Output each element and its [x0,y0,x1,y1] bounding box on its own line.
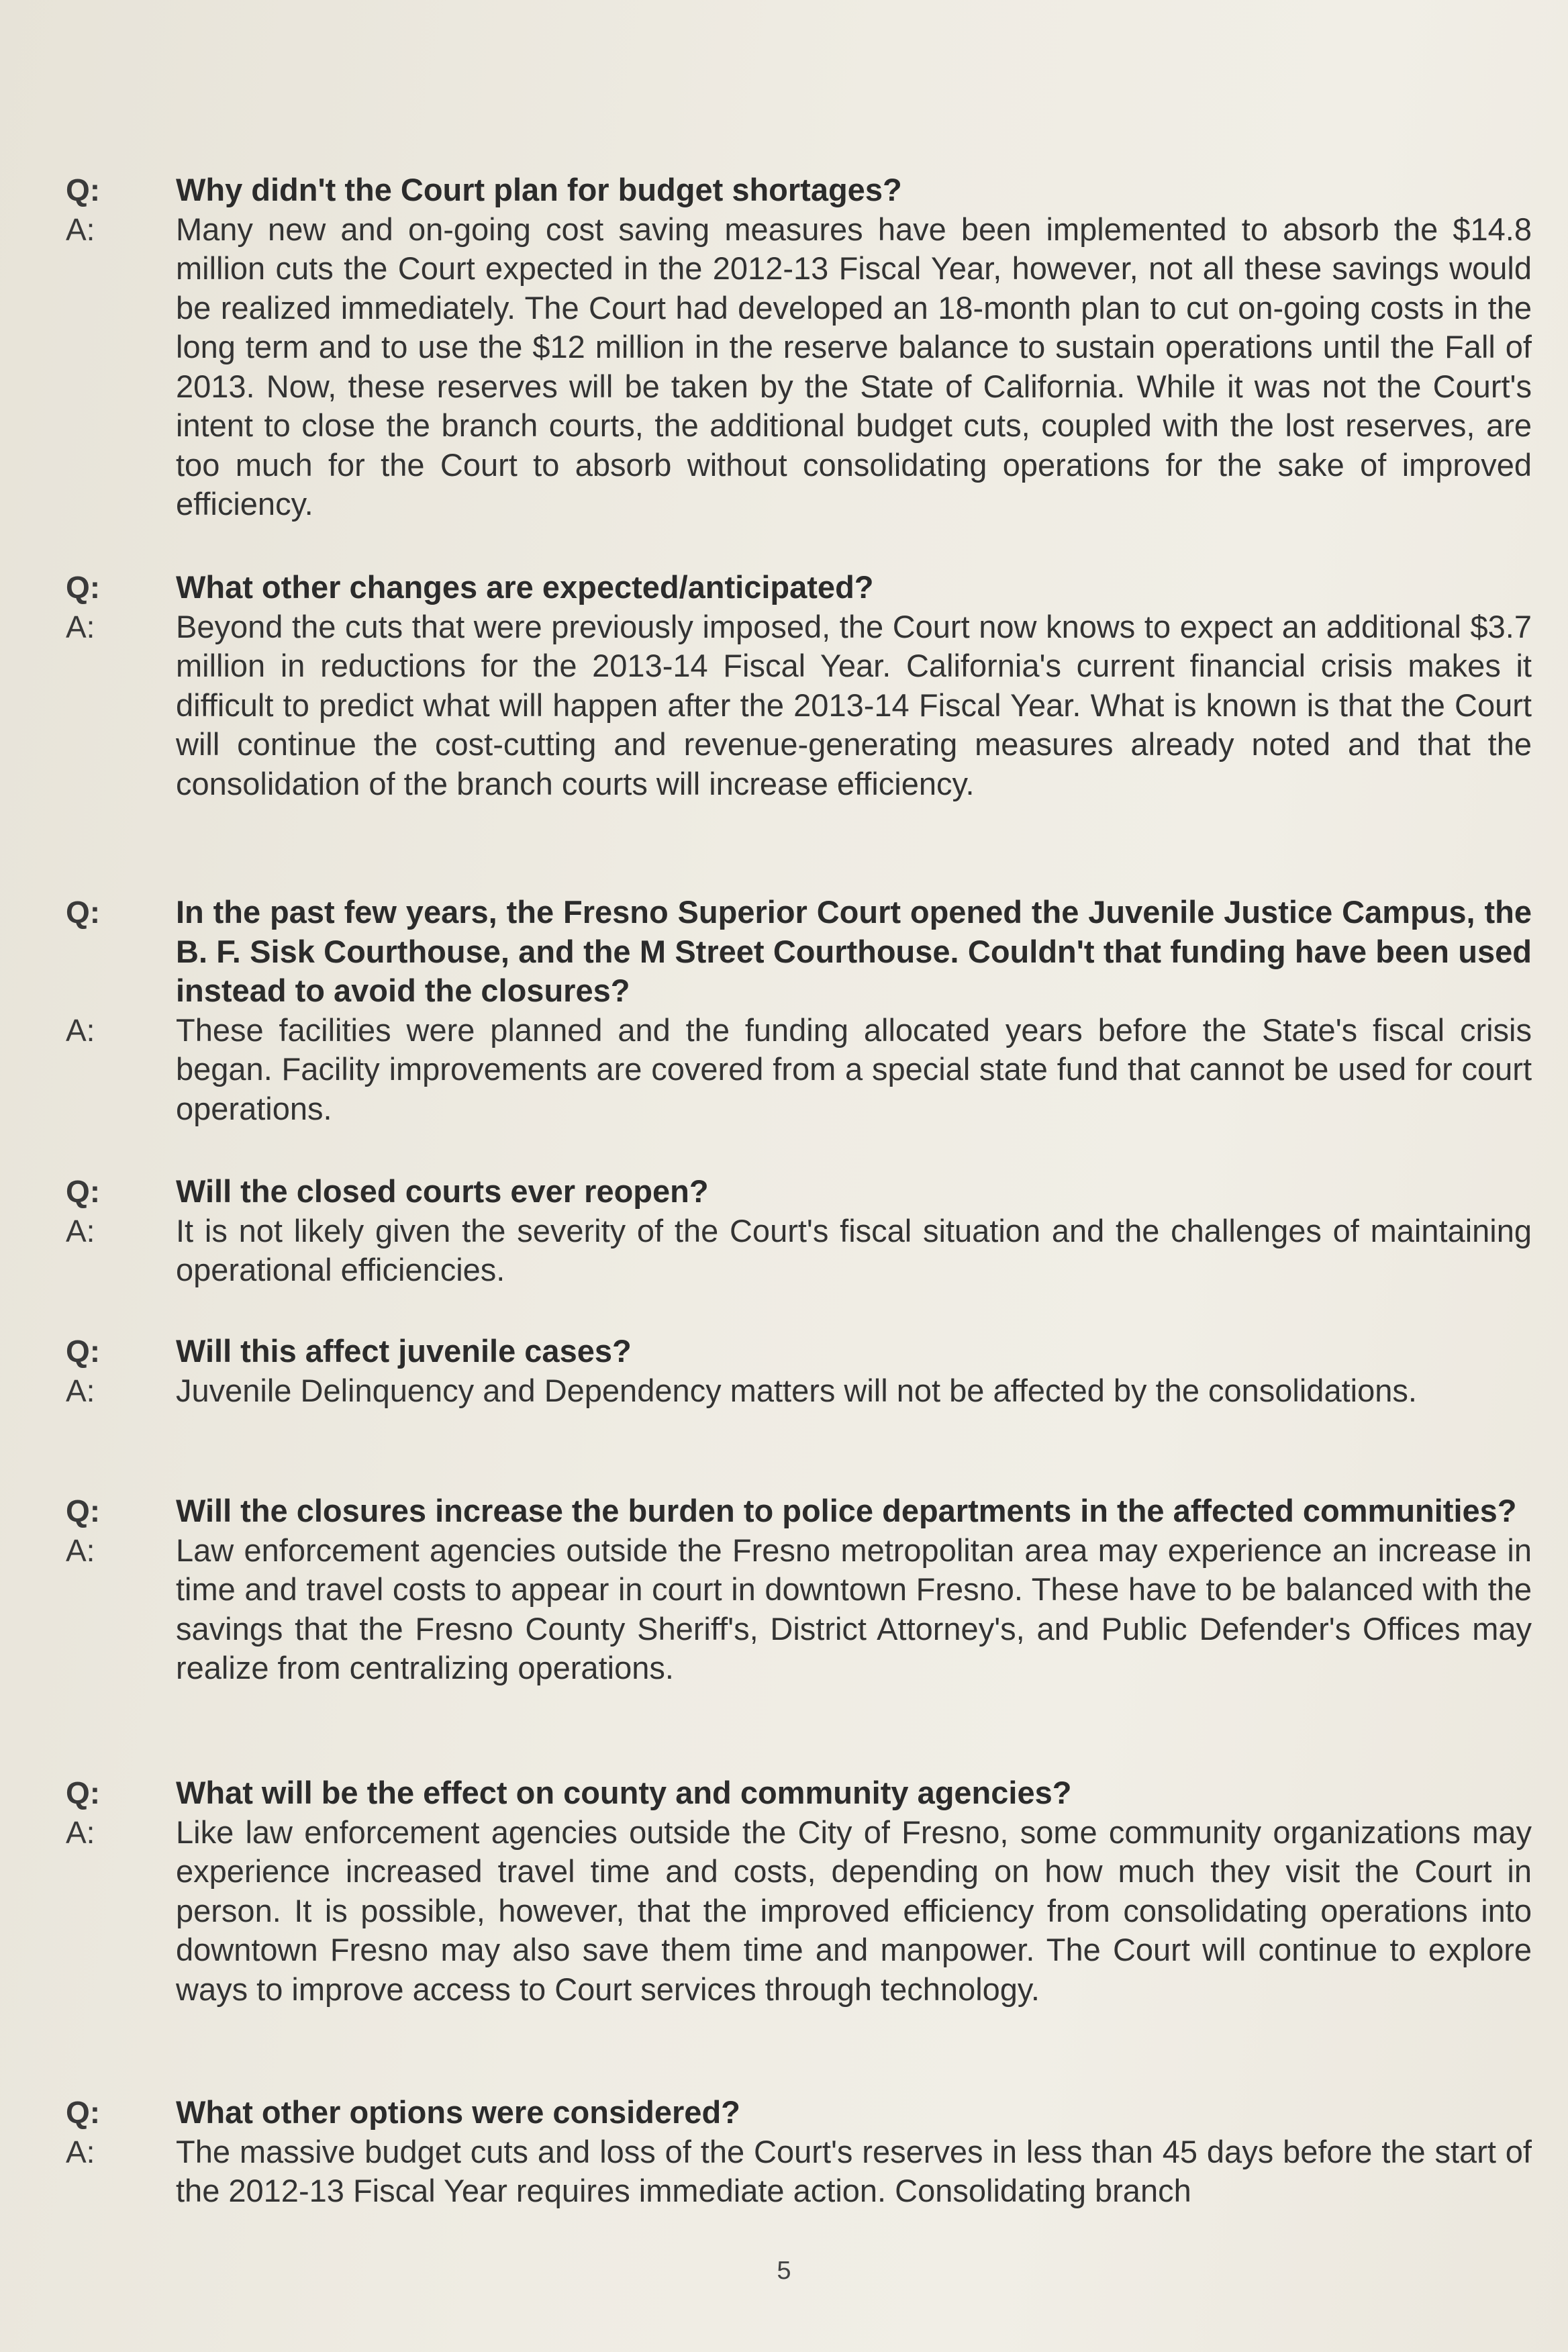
question-text: Will the closures increase the burden to police departments in the affected communities? [176,1493,1517,1528]
question-label: Q: [66,2095,101,2130]
question-row [0,1491,1568,1531]
answer-text: It is not likely given the severity of the Court's fiscal situation and the challenges of maintaining operational efficiencies. [176,1212,1532,1287]
question-row [0,1332,1568,1371]
question-label: Q: [66,895,101,930]
page-number: 5 [777,2257,791,2285]
answer-row [0,1813,1568,2010]
answer-text: Juvenile Delinquency and Dependency matters will not be affected by the consolidations. [176,1372,1417,1408]
question-row [0,1172,1568,1212]
answer-row [0,1212,1568,1290]
answer-text: Law enforcement agencies outside the Fresno metropolitan area may experience an increase in time and travel costs to appear in court in downtown Fresno. These have to be balanced with the savings that the Fresno County Sheriff's, District Attorney's, and Public Defender's Offices may realize from centralizing operations. [176,1532,1532,1685]
question-row [0,2093,1568,2133]
question-text: What will be the effect on county and community agencies? [176,1775,1072,1810]
answer-label: A: [66,1213,95,1248]
qa-block-budget-shortages [0,170,1568,524]
answer-label: A: [66,1373,95,1408]
answer-text: These facilities were planned and the funding allocated years before the State's fiscal crisis began. Facility improvements are covered from a special state fund that cannot be used for court operations. [176,1012,1532,1126]
answer-row [0,607,1568,804]
qa-block-other-options [0,2093,1568,2211]
answer-text: Beyond the cuts that were previously imposed, the Court now knows to expect an additional $3.7 million in reductions for the 2013-14 Fiscal Year. California's current financial crisis makes it difficult to predict what will happen after the 2013-14 Fiscal Year. What is known is that the Court will continue the cost-cutting and revenue-generating measures already noted and that the consolidation of the branch courts will increase efficiency. [176,608,1532,801]
question-text: Why didn't the Court plan for budget shortages? [176,172,902,207]
answer-row [0,210,1568,524]
question-label: Q: [66,1775,101,1810]
question-text: What other options were considered? [176,2094,740,2130]
question-text: What other changes are expected/anticipated? [176,569,874,605]
qa-block-community-agencies [0,1773,1568,2009]
answer-label: A: [66,1814,95,1850]
answer-text: Like law enforcement agencies outside the City of Fresno, some community organizations may experience increased travel time and costs, depending on how much they visit the Court in person. It is possible, however, that the improved efficiency from consolidating operations into downtown Fresno may also save them time and manpower. The Court will continue to explore ways to improve access to Court services through technology. [176,1814,1532,2007]
question-label: Q: [66,570,101,605]
question-row [0,893,1568,1011]
question-text: Will the closed courts ever reopen? [176,1173,709,1209]
answer-label: A: [66,211,95,247]
answer-row [0,2133,1568,2211]
question-row [0,170,1568,210]
qa-block-facility-funding [0,893,1568,1128]
question-text: In the past few years, the Fresno Superior Court opened the Juvenile Justice Campus, the B. F. Sisk Courthouse, and the M Street Courthouse. Couldn't that funding have been used instead to avoid the closures? [176,894,1532,1008]
question-text: Will this affect juvenile cases? [176,1333,632,1369]
answer-label: A: [66,2134,95,2169]
question-row [0,568,1568,607]
question-row [0,1773,1568,1813]
answer-row [0,1011,1568,1129]
answer-text: Many new and on-going cost saving measures have been implemented to absorb the $14.8 million cuts the Court expected in the 2012-13 Fiscal Year, however, not all these savings would be realized immediately. The Court had developed an 18-month plan to cut on-going costs in the long term and to use the $12 million in the reserve balance to sustain operations until the Fall of 2013. Now, these reserves will be taken by the State of California. While it was not the Court's intent to close the branch courts, the additional budget cuts, coupled with the lost reserves, are too much for the Court to absorb without consolidating operations for the sake of improved efficiency. [176,211,1532,522]
qa-block-juvenile-cases [0,1332,1568,1410]
qa-block-other-changes [0,568,1568,803]
qa-block-police-burden [0,1491,1568,1688]
answer-row [0,1531,1568,1688]
answer-text: The massive budget cuts and loss of the Court's reserves in less than 45 days before the start of the 2012-13 Fiscal Year requires immediate action. Consolidating branch [176,2133,1532,2208]
question-label: Q: [66,1334,101,1369]
answer-label: A: [66,1532,95,1568]
answer-label: A: [66,1012,95,1048]
question-label: Q: [66,1174,101,1209]
qa-block-reopen [0,1172,1568,1290]
answer-label: A: [66,609,95,644]
answer-row [0,1371,1568,1411]
question-label: Q: [66,173,101,207]
question-label: Q: [66,1493,101,1528]
